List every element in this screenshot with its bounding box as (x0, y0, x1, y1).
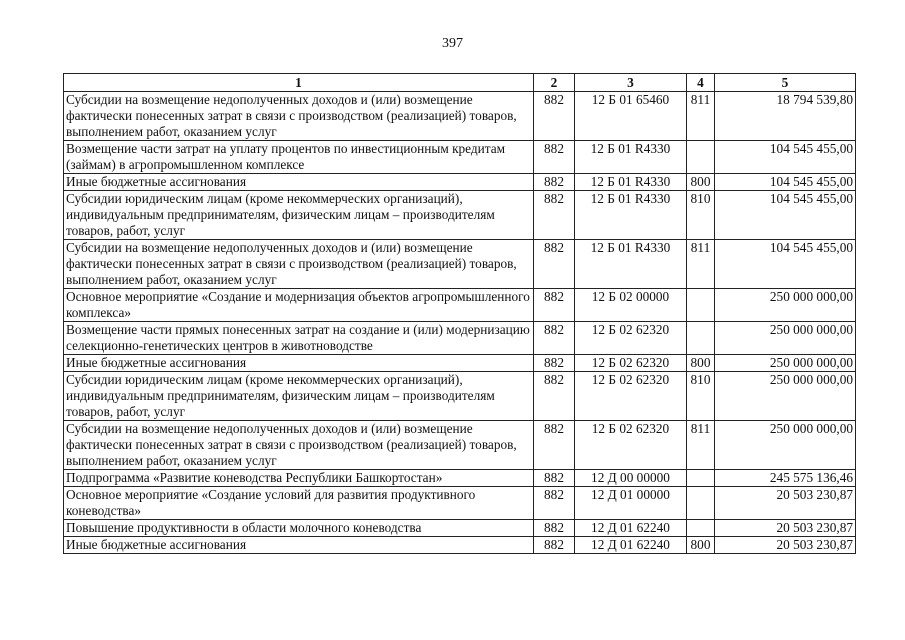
cell-amount: 104 545 455,00 (715, 240, 856, 289)
cell-target-article: 12 Б 01 R4330 (575, 191, 687, 240)
cell-name: Возмещение части затрат на уплату процентов по инвестиционным кредитам (займам) в агропромышленном комплексе (64, 141, 534, 174)
cell-amount: 18 794 539,80 (715, 92, 856, 141)
table-row (64, 322, 856, 355)
cell-expense-type (687, 487, 715, 520)
cell-name: Подпрограмма «Развитие коневодства Республики Башкортостан» (64, 470, 534, 487)
cell-target-article: 12 Д 01 00000 (575, 487, 687, 520)
cell-name: Иные бюджетные ассигнования (64, 174, 534, 191)
cell-expense-type (687, 322, 715, 355)
cell-target-article: 12 Б 01 R4330 (575, 141, 687, 174)
budget-table (63, 73, 856, 554)
table-row (64, 537, 856, 554)
cell-target-article: 12 Б 02 62320 (575, 372, 687, 421)
cell-amount: 250 000 000,00 (715, 355, 856, 372)
cell-amount: 250 000 000,00 (715, 322, 856, 355)
column-header: 5 (715, 74, 856, 92)
cell-expense-type: 811 (687, 421, 715, 470)
cell-amount: 104 545 455,00 (715, 174, 856, 191)
cell-admin-code: 882 (534, 355, 575, 372)
cell-name: Иные бюджетные ассигнования (64, 537, 534, 554)
cell-target-article: 12 Д 01 62240 (575, 520, 687, 537)
column-header: 1 (64, 74, 534, 92)
cell-target-article: 12 Б 02 62320 (575, 355, 687, 372)
cell-expense-type: 810 (687, 191, 715, 240)
cell-amount: 250 000 000,00 (715, 421, 856, 470)
cell-name: Повышение продуктивности в области молочного коневодства (64, 520, 534, 537)
cell-name: Возмещение части прямых понесенных затрат на создание и (или) модернизацию селекционно-генетических центров в животноводстве (64, 322, 534, 355)
table-row (64, 470, 856, 487)
cell-target-article: 12 Б 02 00000 (575, 289, 687, 322)
cell-amount: 250 000 000,00 (715, 372, 856, 421)
table-row (64, 487, 856, 520)
table-row (64, 421, 856, 470)
cell-amount: 245 575 136,46 (715, 470, 856, 487)
cell-target-article: 12 Б 02 62320 (575, 322, 687, 355)
cell-admin-code: 882 (534, 92, 575, 141)
cell-expense-type: 811 (687, 240, 715, 289)
cell-expense-type: 800 (687, 174, 715, 191)
cell-expense-type: 810 (687, 372, 715, 421)
cell-target-article: 12 Д 01 62240 (575, 537, 687, 554)
cell-name: Иные бюджетные ассигнования (64, 355, 534, 372)
cell-admin-code: 882 (534, 240, 575, 289)
cell-target-article: 12 Д 00 00000 (575, 470, 687, 487)
header-row (64, 74, 856, 92)
cell-amount: 104 545 455,00 (715, 191, 856, 240)
column-header: 4 (687, 74, 715, 92)
cell-expense-type: 811 (687, 92, 715, 141)
cell-target-article: 12 Б 02 62320 (575, 421, 687, 470)
cell-admin-code: 882 (534, 421, 575, 470)
cell-amount: 104 545 455,00 (715, 141, 856, 174)
table-row (64, 174, 856, 191)
cell-expense-type: 800 (687, 355, 715, 372)
cell-expense-type (687, 289, 715, 322)
cell-name: Субсидии на возмещение недополученных доходов и (или) возмещение фактически понесенных затрат в связи с производством (реализацией) товаров, выполнением работ, оказанием услуг (64, 240, 534, 289)
cell-admin-code: 882 (534, 191, 575, 240)
cell-admin-code: 882 (534, 537, 575, 554)
table-row (64, 520, 856, 537)
cell-amount: 250 000 000,00 (715, 289, 856, 322)
cell-target-article: 12 Б 01 R4330 (575, 240, 687, 289)
table-row (64, 355, 856, 372)
cell-admin-code: 882 (534, 141, 575, 174)
cell-expense-type (687, 520, 715, 537)
cell-expense-type: 800 (687, 537, 715, 554)
column-header: 2 (534, 74, 575, 92)
cell-amount: 20 503 230,87 (715, 520, 856, 537)
table-row (64, 289, 856, 322)
cell-amount: 20 503 230,87 (715, 537, 856, 554)
cell-admin-code: 882 (534, 487, 575, 520)
cell-name: Субсидии на возмещение недополученных доходов и (или) возмещение фактически понесенных затрат в связи с производством (реализацией) товаров, выполнением работ, оказанием услуг (64, 92, 534, 141)
column-header: 3 (575, 74, 687, 92)
cell-name: Субсидии юридическим лицам (кроме некоммерческих организаций), индивидуальным предпринимателям, физическим лицам – производителям товаров, работ, услуг (64, 191, 534, 240)
cell-expense-type (687, 470, 715, 487)
cell-admin-code: 882 (534, 372, 575, 421)
page-number: 397 (442, 36, 463, 51)
cell-amount: 20 503 230,87 (715, 487, 856, 520)
table-row (64, 92, 856, 141)
cell-target-article: 12 Б 01 65460 (575, 92, 687, 141)
cell-name: Основное мероприятие «Создание условий для развития продуктивного коневодства» (64, 487, 534, 520)
cell-admin-code: 882 (534, 520, 575, 537)
cell-admin-code: 882 (534, 322, 575, 355)
table-body (64, 92, 856, 554)
table-row (64, 372, 856, 421)
cell-expense-type (687, 141, 715, 174)
cell-admin-code: 882 (534, 470, 575, 487)
cell-name: Субсидии на возмещение недополученных доходов и (или) возмещение фактически понесенных затрат в связи с производством (реализацией) товаров, выполнением работ, оказанием услуг (64, 421, 534, 470)
cell-target-article: 12 Б 01 R4330 (575, 174, 687, 191)
table-row (64, 141, 856, 174)
cell-admin-code: 882 (534, 289, 575, 322)
cell-admin-code: 882 (534, 174, 575, 191)
table-row (64, 240, 856, 289)
cell-name: Основное мероприятие «Создание и модернизация объектов агропромышленного комплекса» (64, 289, 534, 322)
table-row (64, 191, 856, 240)
cell-name: Субсидии юридическим лицам (кроме некоммерческих организаций), индивидуальным предпринимателям, физическим лицам – производителям товаров, работ, услуг (64, 372, 534, 421)
